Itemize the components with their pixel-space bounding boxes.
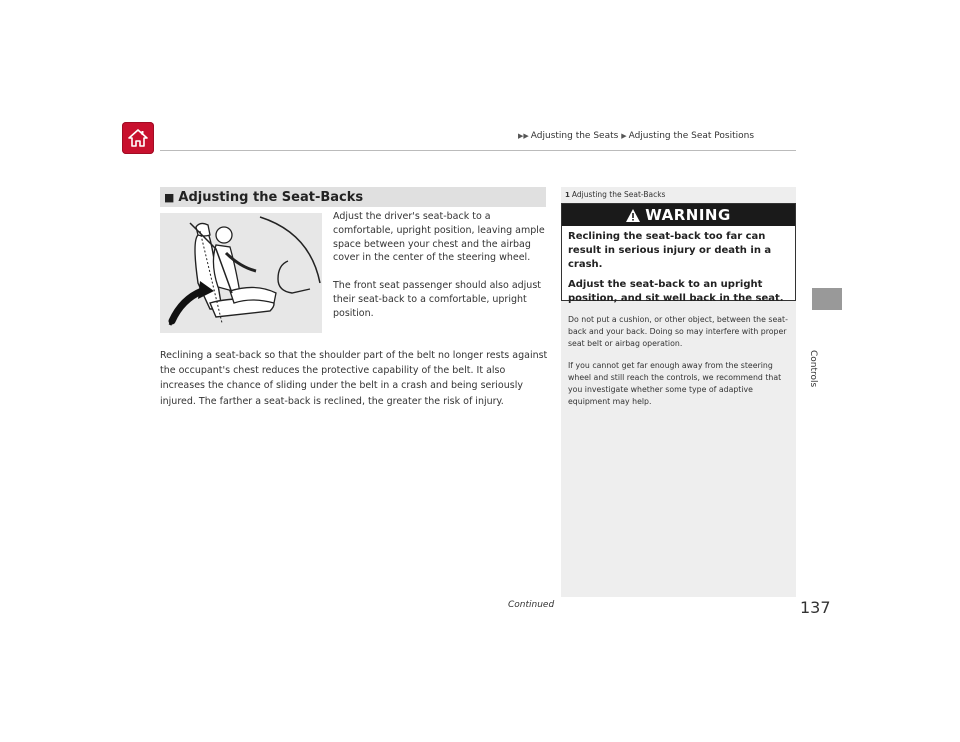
section-heading (160, 187, 546, 207)
square-bullet-icon: ■ (164, 190, 175, 204)
breadcrumb-arrow-icon: ▶ (621, 132, 627, 140)
intro-paragraph-driver: Adjust the driver's seat-back to a comfortable, upright position, leaving ample space between your chest and the airbag cover in the center of the steering wheel. (333, 211, 545, 264)
note-adaptive-equipment: If you cannot get far enough away from the steering wheel and still reach the controls, we recommend that you investigate whether some type of adaptive equipment may help. (568, 361, 782, 406)
page-number: 137 (800, 598, 831, 617)
note-cushion: Do not put a cushion, or other object, between the seat-back and your back. Doing so may interfere with proper seat belt or airbag operation. (568, 315, 788, 348)
continued-label: Continued (508, 600, 555, 610)
warning-line-injury: Reclining the seat-back too far can result in serious injury or death in a crash. (568, 231, 772, 270)
breadcrumb-item-seat-positions[interactable]: Adjusting the Seat Positions (628, 131, 755, 141)
warning-line-adjust: Adjust the seat-back to an upright position, and sit well back in the seat. (568, 279, 784, 304)
chapter-tab-label[interactable]: Controls (808, 350, 818, 388)
note-panel-title-text: Adjusting the Seat-Backs (571, 190, 666, 199)
note-panel-title[interactable] (565, 190, 665, 199)
warning-banner-text: WARNING (645, 206, 731, 224)
breadcrumb-item-seats[interactable]: Adjusting the Seats (530, 131, 619, 141)
note-reference-icon: 1 (565, 191, 570, 199)
panel-notes (568, 314, 790, 418)
chapter-tab-marker[interactable] (812, 288, 842, 310)
warning-banner (562, 204, 795, 226)
breadcrumb-arrow-icon: ▶▶ (518, 132, 529, 140)
breadcrumb (518, 131, 754, 141)
home-button[interactable] (122, 122, 154, 154)
intro-text (333, 210, 548, 335)
home-icon (127, 128, 149, 148)
body-paragraph-recline-risk: Reclining a seat-back so that the shoulder part of the belt no longer rests against the occupant's chest reduces the protective capability of the belt. It also increases the chance of sliding under the belt in a crash and being seriously injured. The farther a seat-back is reclined, the greater the risk of injury. (160, 350, 548, 407)
intro-paragraph-passenger: The front seat passenger should also adjust their seat-back to a comfortable, upright position. (333, 280, 542, 319)
warning-triangle-icon (626, 209, 640, 222)
warning-box (561, 203, 796, 304)
warning-text (562, 226, 795, 306)
header-divider (160, 150, 796, 151)
section-heading-text: Adjusting the Seat-Backs (178, 189, 364, 205)
seat-back-illustration (160, 213, 322, 333)
